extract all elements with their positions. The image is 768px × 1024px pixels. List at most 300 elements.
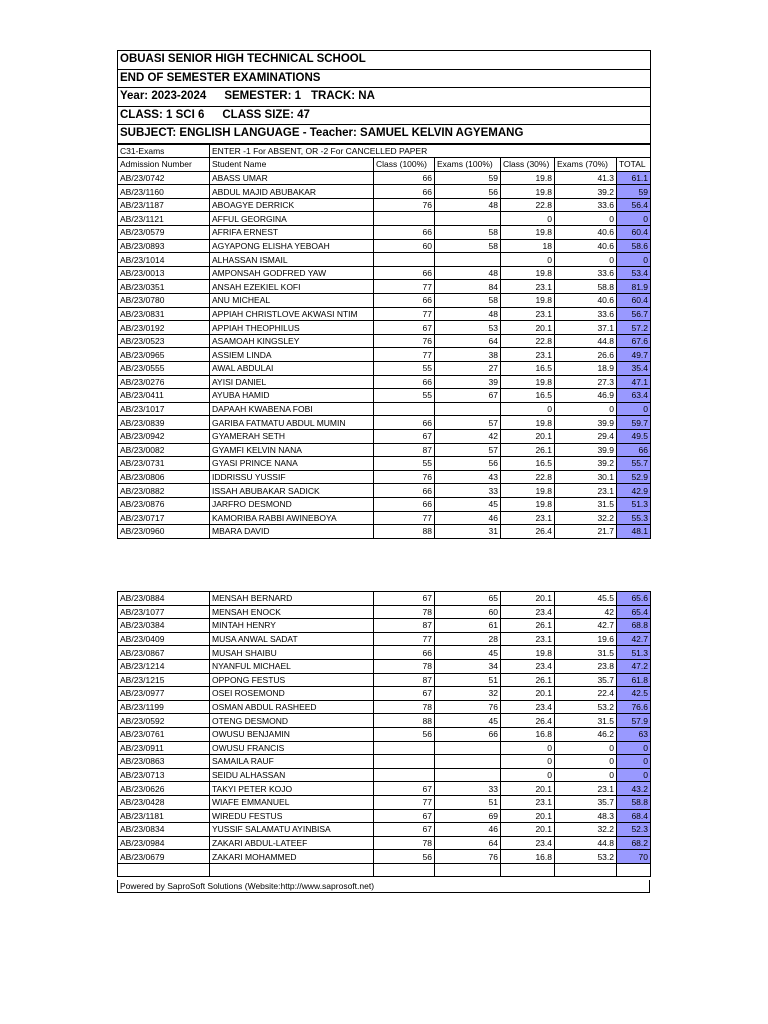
class-score-100: 78	[374, 836, 435, 850]
class-score-30: 18	[501, 239, 555, 253]
class-score-100: 76	[374, 198, 435, 212]
exam-score-70: 18.9	[555, 362, 617, 376]
exam-score-100: 65	[435, 592, 501, 606]
class-score-30: 23.1	[501, 348, 555, 362]
subject-teacher: SUBJECT: ENGLISH LANGUAGE - Teacher: SAMUEL KELVIN AGYEMANG	[118, 125, 651, 144]
total-score: 61.1	[617, 171, 651, 185]
student-row	[118, 389, 651, 403]
admission-number: AB/23/0384	[118, 619, 210, 633]
exam-score-100: 84	[435, 280, 501, 294]
exam-score-70: 0	[555, 253, 617, 267]
student-name: ASAMOAH KINGSLEY	[210, 334, 374, 348]
exam-score-100	[435, 755, 501, 769]
exam-score-100: 43	[435, 470, 501, 484]
admission-number: AB/23/0831	[118, 307, 210, 321]
admission-number: AB/23/1214	[118, 659, 210, 673]
class-score-30: 22.8	[501, 470, 555, 484]
class-score-30: 23.4	[501, 605, 555, 619]
student-row	[118, 402, 651, 416]
col-exams-70: Exams (70%)	[555, 158, 617, 172]
admission-number: AB/23/0717	[118, 511, 210, 525]
class-score-30: 23.4	[501, 836, 555, 850]
exam-score-70: 31.5	[555, 646, 617, 660]
student-name: GYAMFI KELVIN NANA	[210, 443, 374, 457]
class-score-100: 77	[374, 795, 435, 809]
column-header-row	[118, 158, 651, 172]
exam-score-70: 42	[555, 605, 617, 619]
class-score-30: 23.1	[501, 632, 555, 646]
class-score-30: 0	[501, 768, 555, 782]
admission-number: AB/23/0276	[118, 375, 210, 389]
student-row	[118, 266, 651, 280]
exam-score-100: 46	[435, 511, 501, 525]
class-score-30: 20.1	[501, 321, 555, 335]
class-score-30: 16.8	[501, 727, 555, 741]
exam-score-100	[435, 253, 501, 267]
exam-score-100: 58	[435, 294, 501, 308]
total-score: 57.2	[617, 321, 651, 335]
total-score: 65.4	[617, 605, 651, 619]
admission-number: AB/23/0884	[118, 592, 210, 606]
student-name: MENSAH BERNARD	[210, 592, 374, 606]
exam-score-100: 58	[435, 226, 501, 240]
total-score: 57.9	[617, 714, 651, 728]
admission-number: AB/23/0863	[118, 755, 210, 769]
exam-score-70: 0	[555, 755, 617, 769]
student-name: SAMAILA RAUF	[210, 755, 374, 769]
class-score-100: 77	[374, 307, 435, 321]
exam-score-70: 48.3	[555, 809, 617, 823]
exam-score-100: 61	[435, 619, 501, 633]
student-name: WIREDU FESTUS	[210, 809, 374, 823]
total-score: 66	[617, 443, 651, 457]
student-row	[118, 185, 651, 199]
class-info	[118, 106, 651, 125]
class-score-100: 67	[374, 809, 435, 823]
exam-score-70: 33.6	[555, 307, 617, 321]
exam-score-100: 45	[435, 646, 501, 660]
blank-row	[118, 863, 651, 877]
class-score-100: 87	[374, 443, 435, 457]
total-score: 51.3	[617, 497, 651, 511]
total-score: 58.6	[617, 239, 651, 253]
exam-score-100: 60	[435, 605, 501, 619]
admission-number: AB/23/0592	[118, 714, 210, 728]
exam-score-100: 33	[435, 782, 501, 796]
student-name: APPIAH CHRISTLOVE AKWASI NTIM	[210, 307, 374, 321]
class-score-30: 23.4	[501, 700, 555, 714]
class-score-100: 77	[374, 632, 435, 646]
student-row	[118, 457, 651, 471]
exam-score-100: 32	[435, 687, 501, 701]
total-score: 43.2	[617, 782, 651, 796]
scores-table-part2	[117, 591, 651, 877]
student-row	[118, 484, 651, 498]
total-score: 61.8	[617, 673, 651, 687]
class-score-30: 19.8	[501, 185, 555, 199]
class-score-100: 87	[374, 673, 435, 687]
class-score-30: 16.5	[501, 457, 555, 471]
exam-score-70: 33.6	[555, 266, 617, 280]
student-name: ISSAH ABUBAKAR SADICK	[210, 484, 374, 498]
class-score-100: 67	[374, 823, 435, 837]
exam-score-70: 39.9	[555, 416, 617, 430]
exam-score-70: 42.7	[555, 619, 617, 633]
col-student-name: Student Name	[210, 158, 374, 172]
admission-number: AB/23/0192	[118, 321, 210, 335]
admission-number: AB/23/0965	[118, 348, 210, 362]
class-score-100	[374, 253, 435, 267]
student-row	[118, 632, 651, 646]
student-row	[118, 619, 651, 633]
student-name: AGYAPONG ELISHA YEBOAH	[210, 239, 374, 253]
student-name: DAPAAH KWABENA FOBI	[210, 402, 374, 416]
admission-number: AB/23/0893	[118, 239, 210, 253]
class-score-100	[374, 768, 435, 782]
class-score-100	[374, 402, 435, 416]
total-score: 49.5	[617, 429, 651, 443]
student-row	[118, 836, 651, 850]
admission-number: AB/23/0679	[118, 850, 210, 864]
exam-score-100: 64	[435, 334, 501, 348]
exam-score-70: 39.9	[555, 443, 617, 457]
total-score: 52.9	[617, 470, 651, 484]
blank-cell	[210, 863, 374, 877]
student-name: ABDUL MAJID ABUBAKAR	[210, 185, 374, 199]
total-score: 63	[617, 727, 651, 741]
student-name: ABOAGYE DERRICK	[210, 198, 374, 212]
student-row	[118, 741, 651, 755]
student-row	[118, 362, 651, 376]
class-score-30: 22.8	[501, 198, 555, 212]
student-name: GYAMERAH SETH	[210, 429, 374, 443]
class-score-30: 19.8	[501, 484, 555, 498]
admission-number: AB/23/0867	[118, 646, 210, 660]
class-score-30: 19.8	[501, 497, 555, 511]
admission-number: AB/23/1181	[118, 809, 210, 823]
admission-number: AB/23/1199	[118, 700, 210, 714]
exam-score-70: 27.3	[555, 375, 617, 389]
student-row	[118, 226, 651, 240]
exam-score-100: 76	[435, 700, 501, 714]
total-score: 56.7	[617, 307, 651, 321]
admission-number: AB/23/0876	[118, 497, 210, 511]
student-row	[118, 307, 651, 321]
total-score: 76.6	[617, 700, 651, 714]
student-row	[118, 212, 651, 226]
col-class-100: Class (100%)	[374, 158, 435, 172]
exam-score-70: 39.2	[555, 457, 617, 471]
total-score: 0	[617, 402, 651, 416]
total-score: 47.1	[617, 375, 651, 389]
class-score-30: 26.1	[501, 443, 555, 457]
class-score-30: 16.8	[501, 850, 555, 864]
exam-score-100: 58	[435, 239, 501, 253]
total-score: 68.4	[617, 809, 651, 823]
admission-number: AB/23/1017	[118, 402, 210, 416]
student-row	[118, 321, 651, 335]
exam-score-100	[435, 212, 501, 226]
col-total: TOTAL	[617, 158, 651, 172]
student-name: ANSAH EZEKIEL KOFI	[210, 280, 374, 294]
admission-number: AB/23/0428	[118, 795, 210, 809]
exam-score-100	[435, 402, 501, 416]
class-score-100: 67	[374, 429, 435, 443]
student-row	[118, 605, 651, 619]
admission-number: AB/23/0911	[118, 741, 210, 755]
class-score-100: 67	[374, 592, 435, 606]
admission-number: AB/23/0713	[118, 768, 210, 782]
admission-number: AB/23/0761	[118, 727, 210, 741]
admission-number: AB/23/1187	[118, 198, 210, 212]
class: CLASS: 1 SCI 6	[120, 108, 205, 121]
class-score-100: 76	[374, 470, 435, 484]
exam-score-70: 31.5	[555, 714, 617, 728]
exam-score-70: 26.6	[555, 348, 617, 362]
total-score: 60.4	[617, 226, 651, 240]
class-score-100: 55	[374, 457, 435, 471]
class-score-30: 0	[501, 741, 555, 755]
student-name: WIAFE EMMANUEL	[210, 795, 374, 809]
class-score-30: 19.8	[501, 171, 555, 185]
student-row	[118, 470, 651, 484]
class-score-30: 20.1	[501, 809, 555, 823]
exam-score-70: 23.8	[555, 659, 617, 673]
total-score: 52.3	[617, 823, 651, 837]
admission-number: AB/23/0626	[118, 782, 210, 796]
student-name: MUSAH SHAIBU	[210, 646, 374, 660]
total-score: 42.7	[617, 632, 651, 646]
total-score: 42.5	[617, 687, 651, 701]
student-name: ASSIEM LINDA	[210, 348, 374, 362]
admission-number: AB/23/1160	[118, 185, 210, 199]
total-score: 47.2	[617, 659, 651, 673]
class-score-30: 16.5	[501, 389, 555, 403]
total-score: 0	[617, 741, 651, 755]
class-score-100: 88	[374, 525, 435, 539]
student-row	[118, 443, 651, 457]
total-score: 56.4	[617, 198, 651, 212]
exam-score-100: 38	[435, 348, 501, 362]
total-score: 55.3	[617, 511, 651, 525]
exam-score-100: 39	[435, 375, 501, 389]
student-row	[118, 768, 651, 782]
exam-title: END OF SEMESTER EXAMINATIONS	[118, 69, 651, 88]
total-score: 53.4	[617, 266, 651, 280]
class-score-30: 26.1	[501, 673, 555, 687]
student-name: OTENG DESMOND	[210, 714, 374, 728]
total-score: 51.3	[617, 646, 651, 660]
class-score-100: 77	[374, 348, 435, 362]
student-name: YUSSIF SALAMATU AYINBISA	[210, 823, 374, 837]
class-score-100: 60	[374, 239, 435, 253]
class-score-30: 23.1	[501, 511, 555, 525]
class-score-100: 66	[374, 226, 435, 240]
class-score-100	[374, 755, 435, 769]
admission-number: AB/23/0409	[118, 632, 210, 646]
student-row	[118, 673, 651, 687]
student-name: MUSA ANWAL SADAT	[210, 632, 374, 646]
class-score-100: 66	[374, 646, 435, 660]
student-name: OSEI ROSEMOND	[210, 687, 374, 701]
exam-score-70: 30.1	[555, 470, 617, 484]
total-score: 42.9	[617, 484, 651, 498]
exam-score-100: 34	[435, 659, 501, 673]
admission-number: AB/23/0082	[118, 443, 210, 457]
class-score-100: 66	[374, 294, 435, 308]
score-sheet-part1	[117, 50, 650, 539]
admission-number: AB/23/1215	[118, 673, 210, 687]
student-name: GYASI PRINCE NANA	[210, 457, 374, 471]
student-row	[118, 646, 651, 660]
student-name: MENSAH ENOCK	[210, 605, 374, 619]
exam-score-100	[435, 768, 501, 782]
exam-score-70: 53.2	[555, 700, 617, 714]
student-row	[118, 253, 651, 267]
student-name: GARIBA FATMATU ABDUL MUMIN	[210, 416, 374, 430]
class-score-30: 23.1	[501, 280, 555, 294]
blank-cell	[555, 863, 617, 877]
total-score: 65.6	[617, 592, 651, 606]
exam-score-70: 40.6	[555, 294, 617, 308]
admission-number: AB/23/0942	[118, 429, 210, 443]
info-row	[118, 144, 651, 158]
scores-table-part1	[117, 144, 651, 539]
student-row	[118, 497, 651, 511]
class-score-30: 20.1	[501, 592, 555, 606]
student-row	[118, 755, 651, 769]
class-score-100: 67	[374, 782, 435, 796]
class-score-30: 20.1	[501, 782, 555, 796]
admission-number: AB/23/0834	[118, 823, 210, 837]
class-score-30: 19.8	[501, 266, 555, 280]
student-row	[118, 334, 651, 348]
total-score: 67.6	[617, 334, 651, 348]
exam-score-100	[435, 741, 501, 755]
exam-score-70: 23.1	[555, 782, 617, 796]
blank-cell	[118, 863, 210, 877]
exam-score-100: 46	[435, 823, 501, 837]
student-row	[118, 700, 651, 714]
exam-score-70: 0	[555, 212, 617, 226]
exam-score-70: 58.8	[555, 280, 617, 294]
student-name: APPIAH THEOPHILUS	[210, 321, 374, 335]
student-name: IDDRISSU YUSSIF	[210, 470, 374, 484]
exam-score-100: 56	[435, 457, 501, 471]
exam-score-100: 66	[435, 727, 501, 741]
admission-number: AB/23/0984	[118, 836, 210, 850]
exam-score-70: 39.2	[555, 185, 617, 199]
class-score-100: 78	[374, 605, 435, 619]
class-score-30: 26.4	[501, 525, 555, 539]
total-score: 48.1	[617, 525, 651, 539]
class-score-100: 77	[374, 511, 435, 525]
exam-score-100: 42	[435, 429, 501, 443]
total-score: 0	[617, 212, 651, 226]
class-score-100: 56	[374, 727, 435, 741]
student-name: ZAKARI MOHAMMED	[210, 850, 374, 864]
total-score: 58.8	[617, 795, 651, 809]
student-row	[118, 198, 651, 212]
semester: SEMESTER: 1	[224, 90, 302, 103]
class-score-30: 0	[501, 253, 555, 267]
exam-score-70: 46.2	[555, 727, 617, 741]
class-score-100: 66	[374, 497, 435, 511]
student-row	[118, 171, 651, 185]
class-score-30: 0	[501, 755, 555, 769]
class-score-30: 20.1	[501, 687, 555, 701]
exam-score-70: 21.7	[555, 525, 617, 539]
class-score-100: 77	[374, 280, 435, 294]
exam-score-70: 46.9	[555, 389, 617, 403]
student-name: ANU MICHEAL	[210, 294, 374, 308]
total-score: 68.8	[617, 619, 651, 633]
exam-score-100: 33	[435, 484, 501, 498]
class-score-100: 55	[374, 389, 435, 403]
student-row	[118, 525, 651, 539]
class-score-30: 16.5	[501, 362, 555, 376]
student-name: OSMAN ABDUL RASHEED	[210, 700, 374, 714]
col-class-30: Class (30%)	[501, 158, 555, 172]
exam-score-70: 0	[555, 741, 617, 755]
exam-score-100: 57	[435, 443, 501, 457]
student-row	[118, 348, 651, 362]
student-name: JARFRO DESMOND	[210, 497, 374, 511]
student-name: TAKYI PETER KOJO	[210, 782, 374, 796]
class-score-30: 0	[501, 402, 555, 416]
class-score-30: 19.8	[501, 294, 555, 308]
student-row	[118, 375, 651, 389]
admission-number: AB/23/1121	[118, 212, 210, 226]
exam-score-100: 56	[435, 185, 501, 199]
student-row	[118, 511, 651, 525]
class-score-30: 23.4	[501, 659, 555, 673]
exam-score-70: 0	[555, 768, 617, 782]
class-score-30: 22.8	[501, 334, 555, 348]
total-score: 68.2	[617, 836, 651, 850]
class-score-100: 76	[374, 334, 435, 348]
student-name: OWUSU FRANCIS	[210, 741, 374, 755]
class-score-30: 0	[501, 212, 555, 226]
exam-score-70: 44.8	[555, 836, 617, 850]
total-score: 0	[617, 768, 651, 782]
school-name: OBUASI SENIOR HIGH TECHNICAL SCHOOL	[118, 51, 651, 70]
class-score-100: 88	[374, 714, 435, 728]
class-score-30: 26.1	[501, 619, 555, 633]
student-name: ALHASSAN ISMAIL	[210, 253, 374, 267]
exam-score-70: 35.7	[555, 673, 617, 687]
class-score-30: 20.1	[501, 429, 555, 443]
student-name: ZAKARI ABDUL-LATEEF	[210, 836, 374, 850]
student-name: MINTAH HENRY	[210, 619, 374, 633]
footer-credit: Powered by SaproSoft Solutions (Website:http://www.saprosoft.net)	[117, 880, 650, 893]
exam-code: C31-Exams	[118, 144, 210, 158]
total-score: 55.7	[617, 457, 651, 471]
exam-score-70: 19.6	[555, 632, 617, 646]
total-score: 81.9	[617, 280, 651, 294]
exam-score-100: 45	[435, 714, 501, 728]
admission-number: AB/23/0555	[118, 362, 210, 376]
exam-score-70: 0	[555, 402, 617, 416]
admission-number: AB/23/0882	[118, 484, 210, 498]
admission-number: AB/23/0411	[118, 389, 210, 403]
exam-score-70: 40.6	[555, 226, 617, 240]
track: TRACK: NA	[311, 90, 375, 103]
class-score-30: 19.8	[501, 226, 555, 240]
student-name: AFFUL GEORGINA	[210, 212, 374, 226]
total-score: 60.4	[617, 294, 651, 308]
total-score: 0	[617, 253, 651, 267]
